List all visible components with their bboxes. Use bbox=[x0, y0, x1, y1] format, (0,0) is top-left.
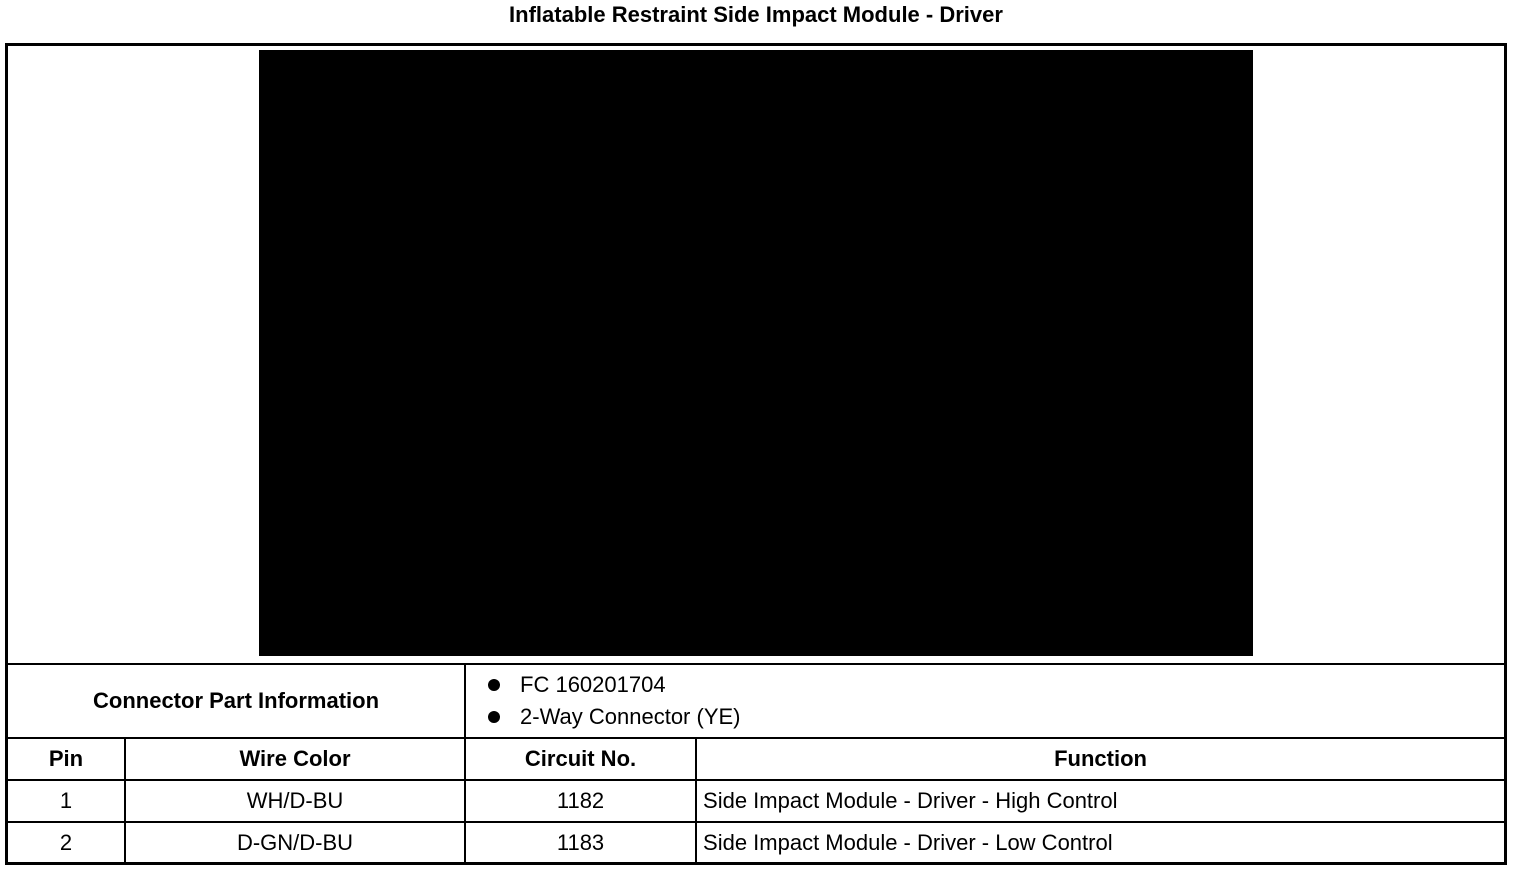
wire-color-cell: D-GN/D-BU bbox=[125, 822, 465, 863]
header-wire-color: Wire Color bbox=[125, 738, 465, 780]
wire-color-cell: WH/D-BU bbox=[125, 780, 465, 822]
circuit-cell: 1182 bbox=[465, 780, 696, 822]
function-cell: Side Impact Module - Driver - Low Control bbox=[696, 822, 1504, 863]
page-title: Inflatable Restraint Side Impact Module - Driver bbox=[509, 2, 1003, 27]
connector-part-number: FC 160201704 bbox=[520, 672, 666, 697]
connector-info-list bbox=[466, 669, 1504, 733]
bullet-icon bbox=[488, 679, 500, 691]
header-circuit: Circuit No. bbox=[465, 738, 696, 780]
table-row bbox=[8, 822, 1504, 863]
connector-image bbox=[259, 50, 1253, 656]
connector-info-values bbox=[465, 665, 1504, 738]
connector-info-label: Connector Part Information bbox=[8, 665, 465, 738]
connector-info-item bbox=[488, 701, 1504, 733]
header-pin: Pin bbox=[8, 738, 125, 780]
connector-image-area bbox=[8, 46, 1504, 665]
table-header-row bbox=[8, 738, 1504, 780]
connector-sheet bbox=[5, 43, 1507, 865]
pin-cell: 2 bbox=[8, 822, 125, 863]
circuit-cell: 1183 bbox=[465, 822, 696, 863]
connector-info-row bbox=[8, 665, 1504, 738]
function-cell: Side Impact Module - Driver - High Control bbox=[696, 780, 1504, 822]
bullet-icon bbox=[488, 711, 500, 723]
pin-cell: 1 bbox=[8, 780, 125, 822]
header-function: Function bbox=[696, 738, 1504, 780]
pin-table bbox=[8, 665, 1504, 863]
connector-description: 2-Way Connector (YE) bbox=[520, 704, 741, 729]
table-row bbox=[8, 780, 1504, 822]
connector-info-item bbox=[488, 669, 1504, 701]
